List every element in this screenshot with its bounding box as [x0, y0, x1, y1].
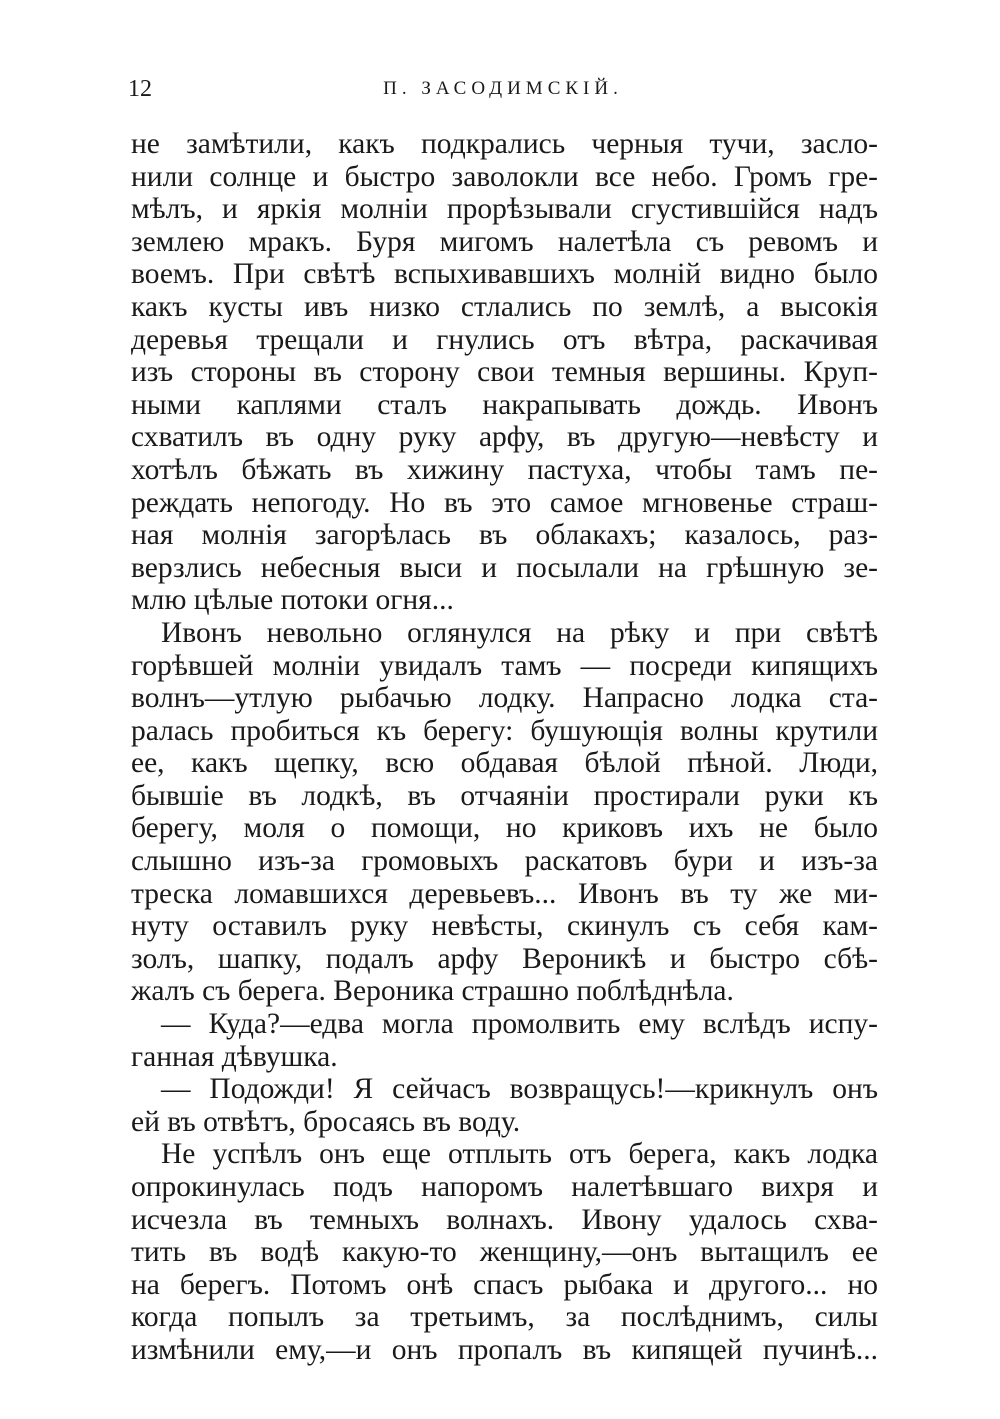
text-line: верзлись небесныя выси и посылали на грѣшную зе-: [131, 551, 878, 584]
text-line: — Куда?—едва могла промолвить ему вслѣдъ испу-: [161, 1008, 878, 1041]
text-line: воемъ. При свѣтѣ вспыхивавшихъ молній видно было: [131, 258, 878, 291]
text-line: жалъ съ берега. Вероника страшно поблѣднѣла.: [131, 975, 734, 1008]
text-line: берегу, моля о помощи, но криковъ ихъ не было: [131, 812, 878, 845]
text-line: млю цѣлые потоки огня...: [131, 584, 454, 617]
page-number: 12: [128, 76, 152, 102]
text-line: ная молнія загорѣлась въ облакахъ; казалось, раз-: [131, 519, 878, 552]
page-header: [128, 72, 878, 106]
text-line: ралась пробиться къ берегу: бушующія волны крутили: [131, 714, 878, 747]
text-line: опрокинулась подъ напоромъ налетѣвшаго вихря и: [131, 1171, 878, 1203]
text-line: деревья трещали и гнулись отъ вѣтра, раскачивая: [131, 323, 878, 356]
text-line: ее, какъ щепку, всю обдавая бѣлой пѣной. Люди,: [131, 747, 878, 780]
text-line: треска ломавшихся деревьевъ... Ивонъ въ ту же ми-: [131, 877, 878, 910]
running-head: П. ЗАСОДИМСКІЙ.: [383, 78, 623, 99]
text-line: когда попылъ за третьимъ, за послѣднимъ, силы: [131, 1301, 878, 1334]
text-line: какъ кусты ивъ низко стлались по землѣ, а высокія: [131, 290, 878, 323]
text-line: ными каплями сталъ накрапывать дождь. Ивонъ: [131, 388, 878, 421]
text-line: схватилъ въ одну руку арфу, въ другую—невѣсту и: [131, 421, 878, 454]
text-line: нуту оставилъ руку невѣсты, скинулъ съ себя кам-: [131, 910, 878, 943]
text-line: горѣвшей молніи увидалъ тамъ — посреди кипящихъ: [131, 649, 878, 682]
text-line: измѣнили ему,—и онъ пропалъ въ кипящей пучинѣ...: [131, 1333, 878, 1366]
text-line: ганная дѣвушка.: [131, 1040, 338, 1073]
text-line: Не успѣлъ онъ еще отплыть отъ берега, какъ лодка: [161, 1138, 878, 1171]
text-line: ей въ отвѣтъ, бросаясь въ воду.: [131, 1105, 521, 1138]
text-line: слышно изъ-за громовыхъ раскатовъ бури и изъ-за: [131, 845, 878, 878]
text-line: изъ стороны въ сторону свои темныя вершины. Круп-: [131, 356, 878, 389]
body-text: [131, 128, 878, 1367]
text-line: землею мракъ. Буря мигомъ налетѣла съ ревомъ и: [131, 225, 878, 258]
text-line: — Подожди! Я сейчасъ возвращусь!—крикнулъ онъ: [161, 1073, 878, 1106]
text-line: исчезла въ темныхъ волнахъ. Ивону удалось схва-: [131, 1203, 878, 1236]
text-line: мѣлъ, и яркія молніи прорѣзывали сгустившійся надъ: [131, 193, 878, 226]
text-line: хотѣлъ бѣжать въ хижину пастуха, чтобы тамъ пе-: [131, 453, 878, 486]
text-line: бывшіе въ лодкѣ, въ отчаяніи простирали руки къ: [131, 779, 878, 812]
text-line: не замѣтили, какъ подкрались черныя тучи, засло-: [131, 128, 878, 160]
text-line: нили солнце и быстро заволокли все небо. Громъ гре-: [131, 160, 878, 193]
text-line: тить въ водѣ какую-то женщину,—онъ вытащилъ ее: [131, 1236, 878, 1269]
text-line: реждать непогоду. Но въ это самое мгновенье страш-: [131, 486, 878, 519]
text-line: волнъ—утлую рыбачью лодку. Напрасно лодка ста-: [131, 682, 878, 715]
text-line: Ивонъ невольно оглянулся на рѣку и при свѣтѣ: [161, 616, 878, 649]
text-line: на берегъ. Потомъ онѣ спасъ рыбака и другого... но: [131, 1268, 878, 1301]
text-line: золъ, шапку, подалъ арфу Вероникѣ и быстро сбѣ-: [131, 942, 878, 975]
